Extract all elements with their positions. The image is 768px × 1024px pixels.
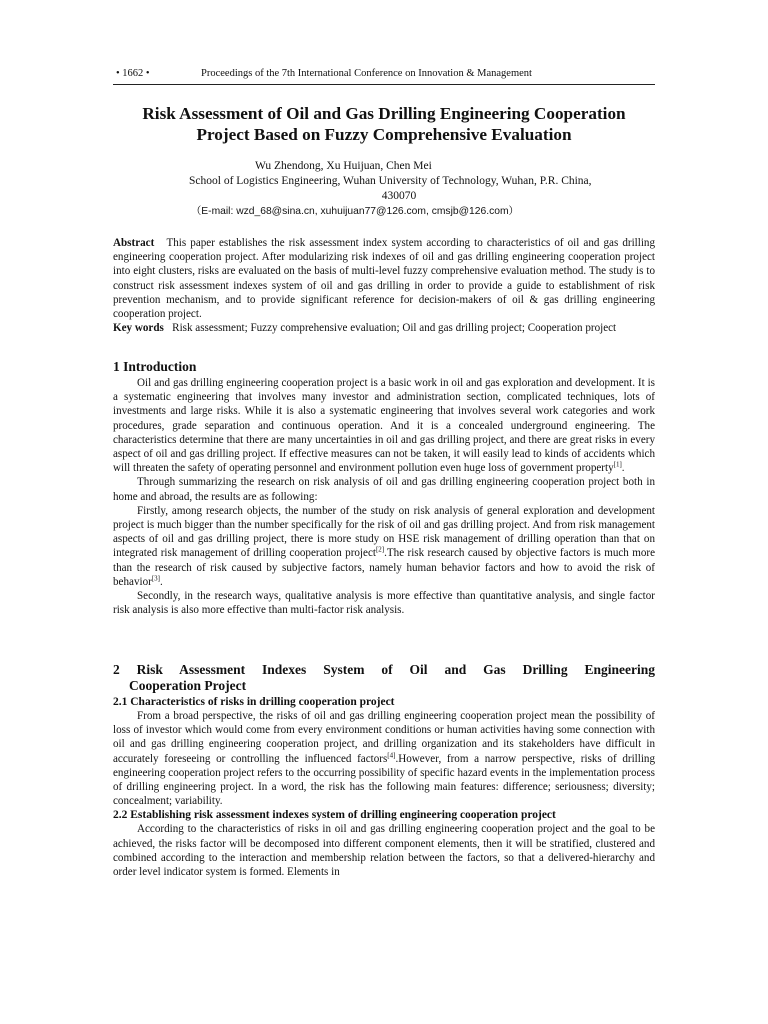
citation-1[interactable]: [1] [613,460,622,469]
intro-p1-text: Oil and gas drilling engineering cooperation project is a basic work in oil and gas exploration and development. It is a systematic engineering that involves many investor and administration section, complicated techniques, lots of investments and large risks. While it is also a systematic engineering that involves several work categories and work procedures, grade separation and continuous operation. And it is a concealed underground engineering. The characteristics determine that there are many uncertainties in oil and gas drilling project, and there are great risks in every aspect of oil and gas drilling project. If effective measures can not be taken, it will easily lead to kinds of accidents which will threaten the safety of operating personnel and environment pollution even huge loss of government property [113,377,655,475]
citation-4[interactable]: [4] [387,750,396,759]
author-postcode: 430070 [381,190,417,202]
paper-title [113,103,655,145]
intro-paragraph-1 [113,376,655,475]
section-2-heading [113,662,655,694]
section-2-body [113,695,655,879]
author-names: Wu Zhendong, Xu Huijuan, Chen Mei [255,160,432,172]
section-2-heading-line-2: Cooperation Project [129,678,247,693]
keywords-paragraph [113,321,655,335]
subsection-2-2-heading: 2.2 Establishing risk assessment indexes system of drilling engineering cooperation project [113,809,556,822]
intro-paragraph-4: Secondly, in the research ways, qualitative analysis is more effective than quantitative analysis, and single factor risk analysis is also more effective than multi-factor risk analysis. [113,590,655,617]
intro-paragraph-3 [113,504,655,589]
intro-paragraph-2: Through summarizing the research on risk analysis of oil and gas drilling engineering cooperation project both in home and abroad, the results are as following: [113,476,655,503]
abstract-paragraph [113,236,655,321]
section-2-2-paragraph: According to the characteristics of risks in oil and gas drilling engineering cooperation project and the goal to be achieved, the risks factor will be decomposed into different component elements, then it will be stratified, clustered and combined according to the interaction and membership relation between the factors, so that a delivered-hierarchy and order level indicator system is formed. Elements in [113,823,655,879]
abstract [113,236,655,335]
section-1-heading: 1 Introduction [113,359,197,374]
author-affiliation: School of Logistics Engineering, Wuhan University of Technology, Wuhan, P.R. China, [189,175,592,187]
intro-p3-end: . [159,575,163,588]
conference-name: Proceedings of the 7th International Conference on Innovation & Management [201,68,532,79]
intro-p3-text-b: .The risk research caused by objective factors is much more than the research of risk caused by subjective factors, namely human behavior factors and how to avoid the risk of behavior [113,547,655,588]
title-line-1: Risk Assessment of Oil and Gas Drilling Engineering Cooperation [142,104,626,123]
section-1-heading-wrap [113,359,655,375]
citation-3[interactable]: [3] [151,574,160,583]
citation-2[interactable]: [2] [375,545,385,554]
keywords-text: Risk assessment; Fuzzy comprehensive evaluation; Oil and gas drilling project; Cooperation project [172,322,617,335]
subsection-2-1-heading: 2.1 Characteristics of risks in drilling cooperation project [113,696,395,708]
abstract-label: Abstract [113,237,155,249]
keywords-label: Key words [113,322,164,335]
running-header [113,66,655,82]
section-2-heading-line-1: 2 Risk Assessment Indexes System of Oil and Gas Drilling Engineering [113,662,655,677]
author-block [113,159,655,219]
intro-p3-text-a: Firstly, among research objects, the number of the study on risk analysis of general exploration and development project is much bigger than the number specifically for the risk of oil and gas drilling project. And from risk management aspects of oil and gas drilling project, there is more study on HSE risk management of drilling operation than that on integrated risk management of drilling cooperation project [113,504,655,560]
page-number: • 1662 • [116,68,150,79]
section-1-body [113,376,655,617]
author-emails: （E-mail: wzd_68@sina.cn, xuhuijuan77@126.com, cmsjb@126.com） [191,206,519,217]
header-rule [113,84,655,85]
title-line-2: Project Based on Fuzzy Comprehensive Evaluation [196,125,572,144]
intro-p1-end: . [621,462,625,475]
abstract-text: This paper establishes the risk assessment index system according to characteristics of oil and gas drilling engineering cooperation project. After modularizing risk indexes of oil and gas drilling engineering cooperation project into eight clusters, risks are evaluated on the basis of multi-level fuzzy comprehensive evaluation method. The study is to construct risk assessment indexes system of oil and gas drilling in order to provide a guide to establishment of risk prevention mechanism, and to provide significant reference for decision-makers of oil & gas drilling engineering cooperation project. [113,237,655,321]
sec21-text-b: .However, from a narrow perspective, risks of drilling engineering cooperation project refers to the occurring possibility of specific hazard events in the implementation process of drilling engineering project. In a word, the risk has the following main features: difference; seriousness; diversity; concealment; variability. [113,752,656,808]
section-2-1-paragraph [113,709,655,808]
sec21-text-a: From a broad perspective, the risks of oil and gas drilling engineering cooperation project mean the possibility of loss of investor which would come from every environment conditions or human activities having some connection with oil and gas drilling engineering cooperation project, and drilling organization and its stakeholders have difficult in accurately foreseeing or controlling the influenced factors [113,710,655,765]
